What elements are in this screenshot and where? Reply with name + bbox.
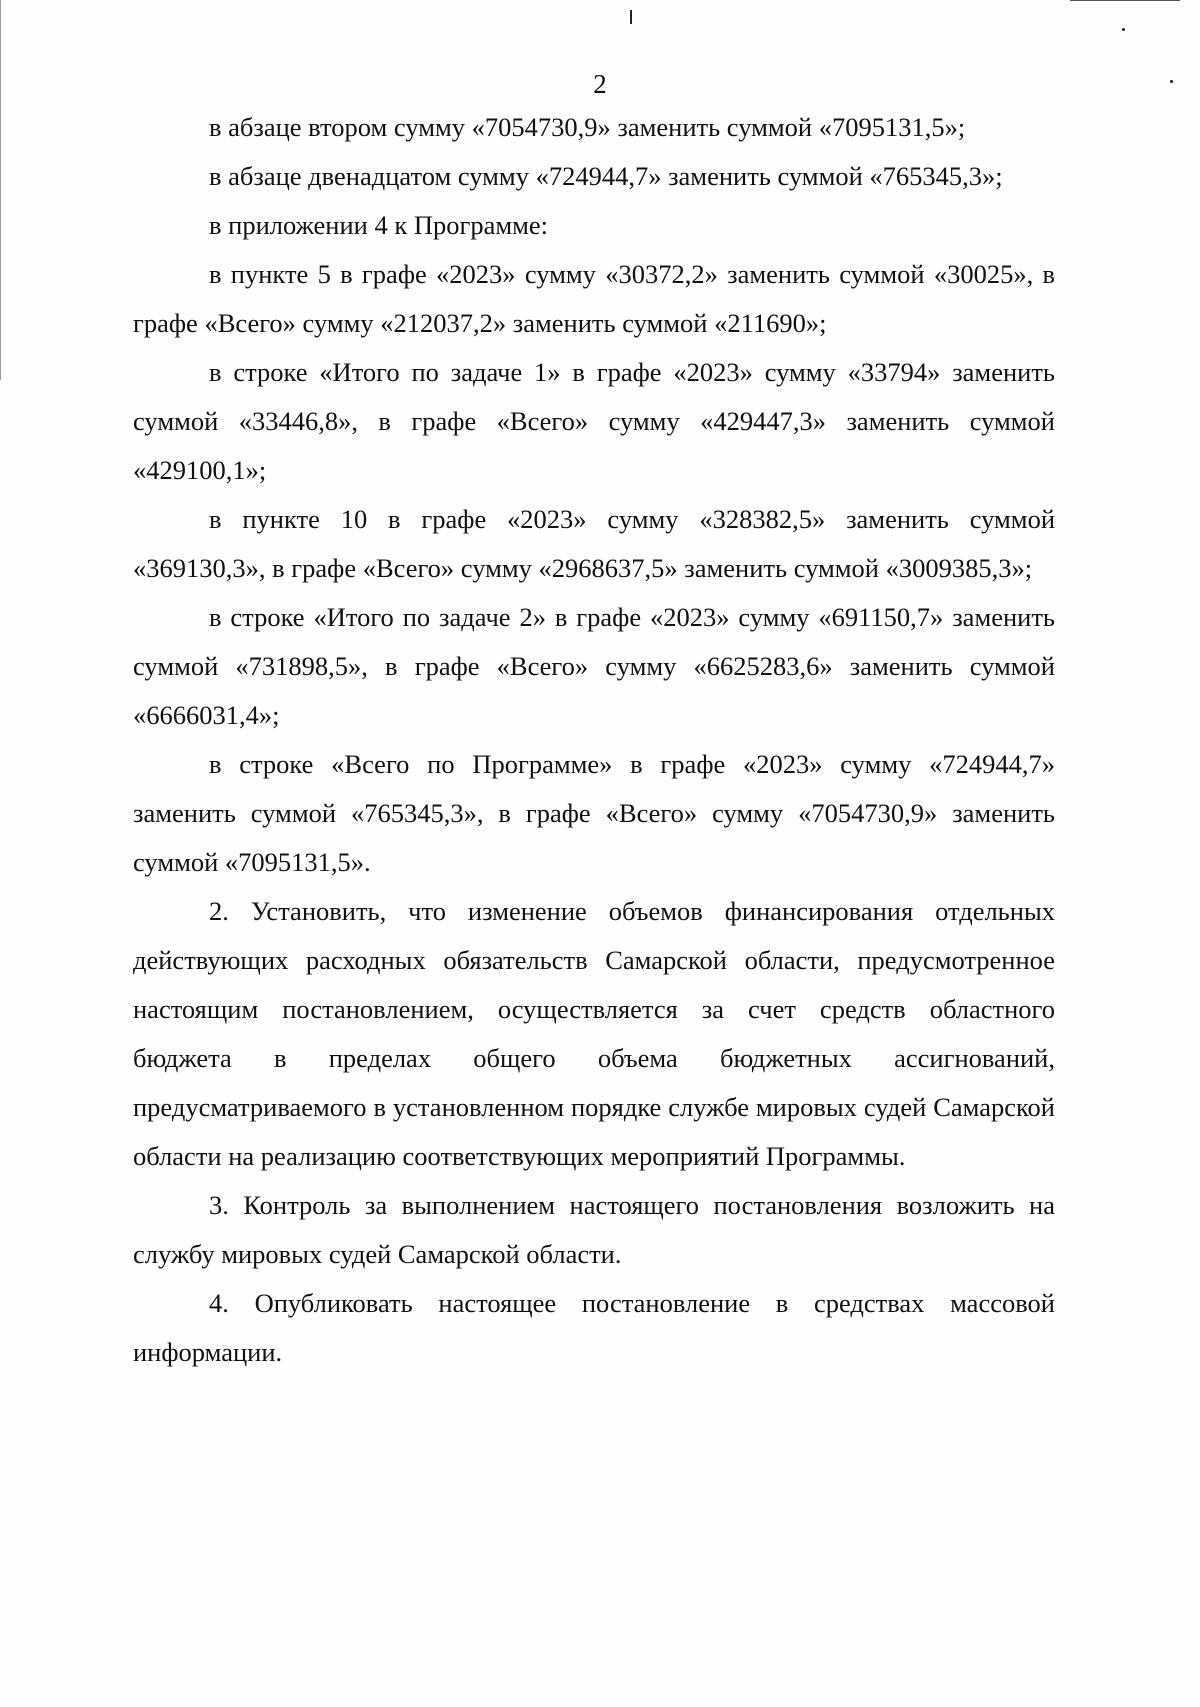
paragraph-total-task-1: в строке «Итого по задаче 1» в графе «2023» сумму «33794» заменить суммой «33446,8», в графе «Всего» сумму «429447,3» заменить суммой «429100,1»; bbox=[133, 357, 1055, 485]
scan-artifact bbox=[1122, 28, 1125, 31]
scan-artifact bbox=[1070, 0, 1180, 1]
paragraph-item-5: в пункте 5 в графе «2023» сумму «30372,2» заменить суммой «30025», в графе «Всего» сумму «212037,2» заменить суммой «211690»; bbox=[133, 259, 1055, 338]
page-number: 2 bbox=[593, 69, 607, 99]
document-body bbox=[133, 103, 1055, 1377]
paragraph-clause-4: 4. Опубликовать настоящее постановление в средствах массовой информации. bbox=[133, 1288, 1055, 1367]
paragraph-clause-3: 3. Контроль за выполнением настоящего постановления возложить на службу мировых судей Самарской области. bbox=[133, 1190, 1055, 1269]
paragraph-amend-abzac-12: в абзаце двенадцатом сумму «724944,7» заменить суммой «765345,3»; bbox=[209, 161, 1003, 191]
scan-artifact bbox=[0, 0, 1, 380]
paragraph-total-program: в строке «Всего по Программе» в графе «2023» сумму «724944,7» заменить суммой «765345,3», в графе «Всего» сумму «7054730,9» заменить суммой «7095131,5». bbox=[133, 749, 1055, 877]
paragraph-clause-2: 2. Установить, что изменение объемов финансирования отдельных действующих расходных обязательств Самарской области, предусмотренное настоящим постановлением, осуществляется за счет средств областного бюджета в пределах общего объема бюджетных ассигнований, предусматриваемого в установленном порядке службе мировых судей Самарской области на реализацию соответствующих мероприятий Программы. bbox=[133, 896, 1055, 1171]
paragraph-total-task-2: в строке «Итого по задаче 2» в графе «2023» сумму «691150,7» заменить суммой «731898,5», в графе «Всего» сумму «6625283,6» заменить суммой «6666031,4»; bbox=[133, 602, 1055, 730]
paragraph-item-10: в пункте 10 в графе «2023» сумму «328382,5» заменить суммой «369130,3», в графе «Всего» сумму «2968637,5» заменить суммой «3009385,3»; bbox=[133, 504, 1055, 583]
paragraph-appendix-4: в приложении 4 к Программе: bbox=[209, 210, 549, 240]
paragraph-amend-abzac-2: в абзаце втором сумму «7054730,9» заменить суммой «7095131,5»; bbox=[209, 112, 966, 142]
scan-artifact bbox=[630, 10, 632, 24]
